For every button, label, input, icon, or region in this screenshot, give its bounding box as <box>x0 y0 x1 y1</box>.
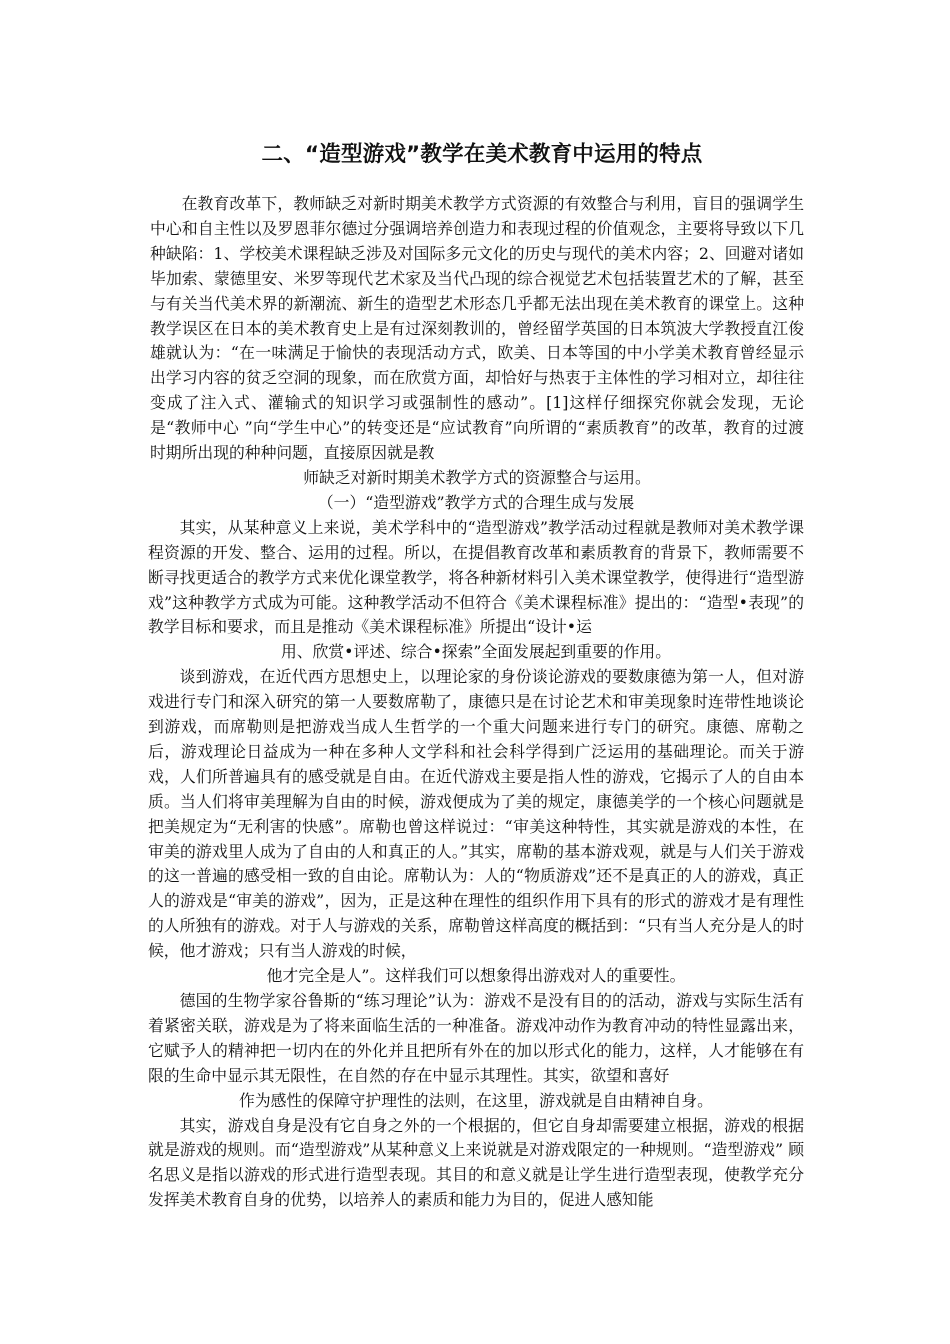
paragraph-5-body: 其实，游戏自身是没有它自身之外的一个根据的，但它自身却需要建立根据，游戏的根据就是游戏的规则。而“造型游戏”从某种意义上来说就是对游戏限定的一种规则。“造型游戏” 顾名思义是指以游戏的形式进行造型表现。其目的和意义就是让学生进行造型表现，使教学充分发挥美术教育自身的优势，以培养人的素质和能力为目的，促进人感知能 <box>148 1115 804 1210</box>
paragraph-3 <box>148 665 804 989</box>
paragraph-1-body: 在教育改革下，教师缺乏对新时期美术教学方式资源的有效整合与利用，盲目的强调学生中心和自主性以及罗恩菲尔德过分强调培养创造力和表现过程的价值观念，主要将导致以下几种缺陷：1、学校美术课程缺乏涉及对国际多元文化的历史与现代的美术内容；2、回避对诸如毕加索、蒙德里安、米罗等现代艺术家及当代凸现的综合视觉艺术包括装置艺术的了解，甚至与有关当代美术界的新潮流、新生的造型艺术形态几乎都无法出现在美术教育的课堂上。这种教学误区在日本的美术教育史上是有过深刻教训的，曾经留学英国的日本筑波大学教授直江俊雄就认为：“在一味满足于愉快的表现活动方式，欧美、日本等国的中小学美术教育曾经显示出学习内容的贫乏空洞的现象，而在欣赏方面，却恰好与热衷于主体性的学习相对立，却往往变成了注入式、灌输式的知识学习或强制性的感动”。[1]这样仔细探究你就会发现，无论是“教师中心 ”向“学生中心”的转变还是“应试教育”向所谓的“素质教育”的改革，教育的过渡时期所出现的种种问题，直接原因就是教 <box>150 194 804 463</box>
paragraph-1-last-line: 师缺乏对新时期美术教学方式的资源整合与运用。 <box>303 467 651 487</box>
section-title: 二、“造型游戏”教学在美术教育中运用的特点 <box>261 142 703 167</box>
paragraph-3-last-line: 他才完全是人”。这样我们可以想象得出游戏对人的重要性。 <box>266 966 686 986</box>
paragraph-1 <box>150 192 804 491</box>
paragraph-4-body: 德国的生物学家谷鲁斯的“练习理论”认为：游戏不是没有目的的活动，游戏与实际生活有着紧密关联，游戏是为了将来面临生活的一种准备。游戏冲动作为教育冲动的特性显露出来，它赋予人的精神把一切内在的外化并且把所有外在的加以形式化的能力，这样，人才能够在有限的生命中显示其无限性，在自然的存在中显示其理性。其实，欲望和喜好 <box>148 991 804 1085</box>
paragraph-4 <box>148 989 804 1114</box>
paragraph-5 <box>148 1114 804 1214</box>
paragraph-3-body: 谈到游戏，在近代西方思想史上，以理论家的身份谈论游戏的要数康德为第一人，但对游戏进行专门和深入研究的第一人要数席勒了，康德只是在讨论艺术和审美现象时连带性地谈论到游戏，而席勒则是把游戏当成人生哲学的一个重大问题来进行专门的研究。康德、席勒之后，游戏理论日益成为一种在多种人文学科和社会科学得到广泛运用的基础理论。而关于游戏，人们所普遍具有的感受就是自由。在近代游戏主要是指人性的游戏，它揭示了人的自由本质。当人们将审美理解为自由的时候，游戏便成为了美的规定，康德美学的一个核心问题就是把美规定为“无利害的快感”。席勒也曾这样说过：“审美这种特性，其实就是游戏的本性，在审美的游戏里人成为了自由的人和真正的人。”其实，席勒的基本游戏观，就是与人们关于游戏的这一普遍的感受相一致的自由论。席勒认为：人的“物质游戏”还不是真正的人的游戏，真正人的游戏是“审美的游戏”，因为，正是这种在理性的组织作用下具有的形式的游戏才是有理性的人所独有的游戏。对于人与游戏的关系，席勒曾这样高度的概括到：“只有当人充分是人的时候，他才游戏；只有当人游戏的时候， <box>148 667 804 961</box>
subsection-heading: （一）“造型游戏”教学方式的合理生成与发展 <box>317 492 635 512</box>
paragraph-4-last-line: 作为感性的保障守护理性的法则，在这里，游戏就是自由精神自身。 <box>239 1090 713 1110</box>
paragraph-2-body: 其实，从某种意义上来说，美术学科中的“造型游戏”教学活动过程就是教师对美术教学课程资源的开发、整合、运用的过程。所以，在提倡教育改革和素质教育的背景下，教师需要不断寻找更适合的教学方式来优化课堂教学，将各种新材料引入美术课堂教学，使得进行“造型游戏”这种教学方式成为可能。这种教学活动不但符合《美术课程标准》提出的：“造型•表现”的教学目标和要求，而且是推动《美术课程标准》所提出“设计•运 <box>148 517 804 637</box>
paragraph-2-last-line: 用、欣赏•评述、综合•探索”全面发展起到重要的作用。 <box>280 642 672 662</box>
document-page <box>148 140 804 1213</box>
paragraph-2 <box>148 516 804 665</box>
